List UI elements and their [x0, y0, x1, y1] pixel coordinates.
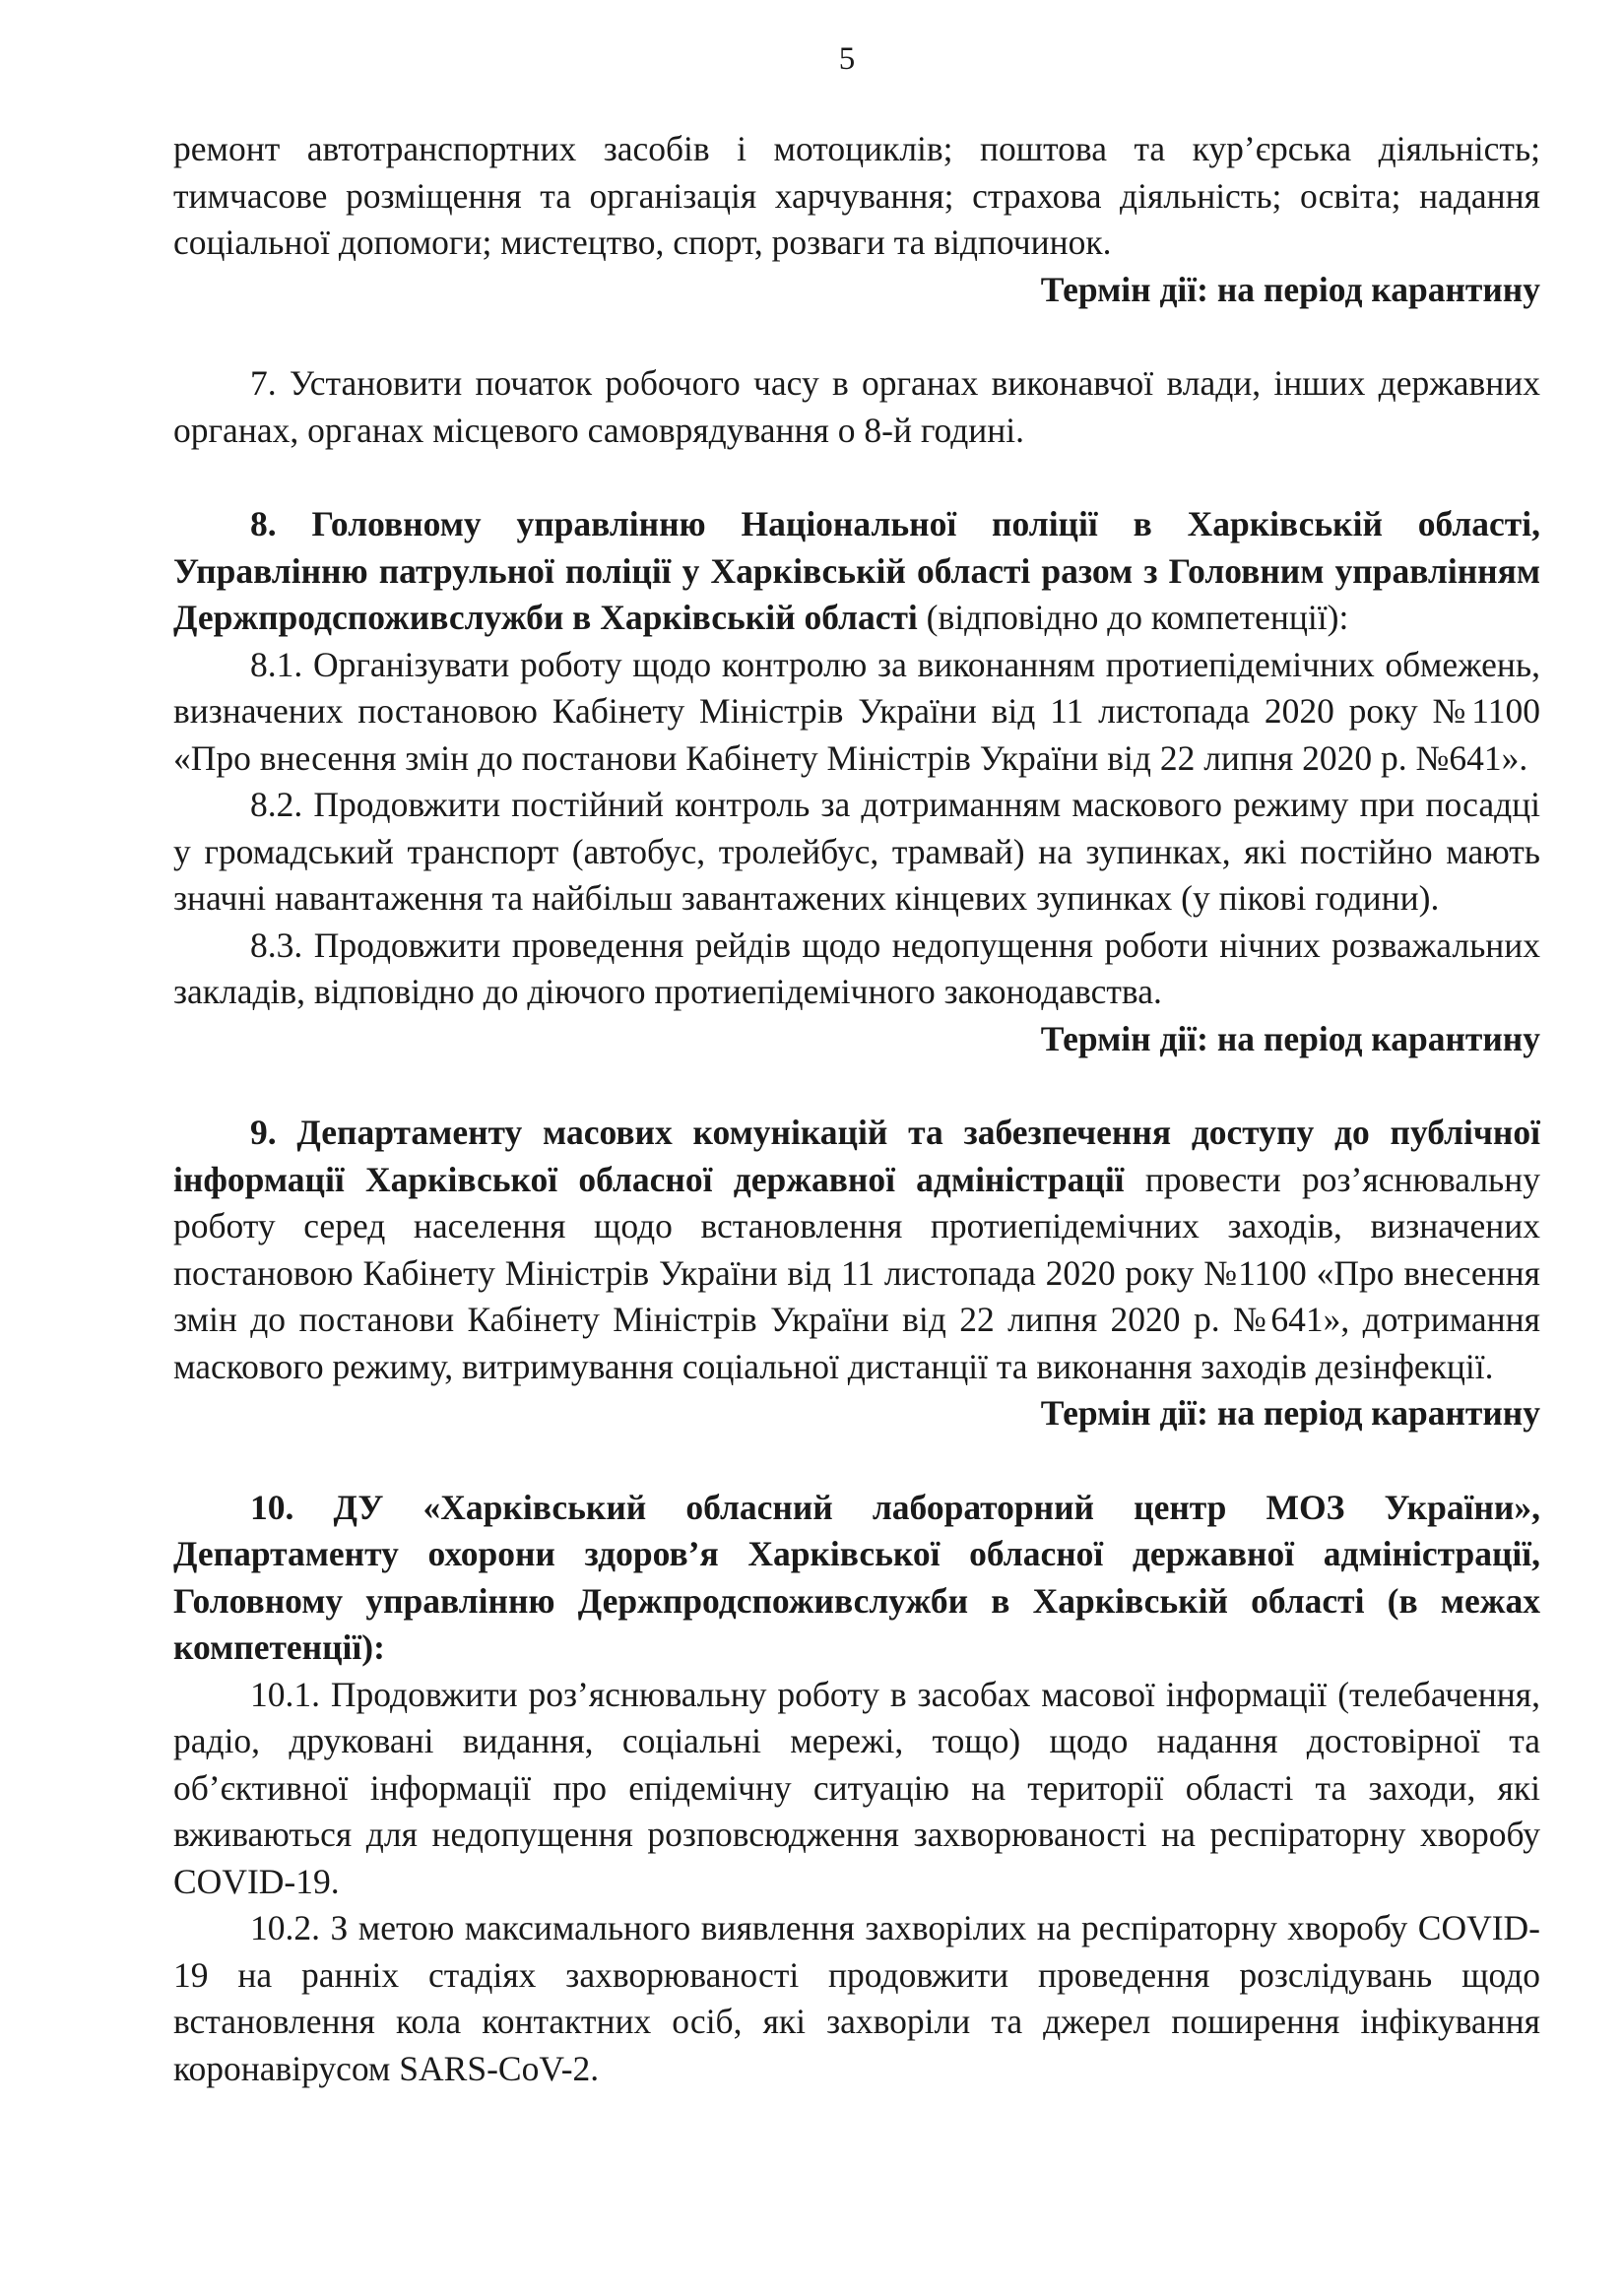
- term-line-2: Термін дії: на період карантину: [1040, 1018, 1540, 1058]
- item-7: 7. Установити початок робочого часу в органах виконавчої влади, інших державних органах, органах місцевого самоврядування о 8-й годині.: [173, 363, 1540, 450]
- item-9-heading-bold: 9. Департаменту масових комунікацій та забезпечення доступу до публічної інформації Харківської обласної державної адміністрації: [173, 1113, 1540, 1199]
- spacer: [173, 454, 1540, 501]
- item-10-2: 10.2. З метою максимального виявлення захворілих на респіраторну хворобу COVID-19 на ранніх стадіях захворюваності продовжити проведення розслідувань щодо встановлення кола контактних осіб, які захворіли та джерел поширення інфікування коронавірусом SARS-CoV-2.: [173, 1908, 1540, 2088]
- item-8-3: 8.3. Продовжити проведення рейдів щодо недопущення роботи нічних розважальних закладів, відповідно до діючого протиепідемічного законодавства.: [173, 925, 1540, 1011]
- page-number: 5: [838, 41, 856, 77]
- spacer: [173, 1062, 1540, 1110]
- document-body: [173, 126, 1540, 2092]
- item-8-1: 8.1. Організувати роботу щодо контролю за виконанням протиепідемічних обмежень, визначених постановою Кабінету Міністрів України від 11 листопада 2020 року №1100 «Про внесення змін до постанови Кабінету Міністрів України від 22 липня 2020 р. №641».: [173, 644, 1540, 778]
- item-8-heading-bold: 8. Головному управлінню Національної поліції в Харківській області, Управлінню патрульної поліції у Харківській області разом з Головним управлінням Держпродспоживслужби в Харківській області: [173, 504, 1540, 637]
- spacer: [173, 313, 1540, 360]
- term-line-3: Термін дії: на період карантину: [1040, 1393, 1540, 1433]
- item-8-heading-rest: (відповідно до компетенції):: [917, 598, 1349, 637]
- item-10-heading: 10. ДУ «Харківський обласний лабораторний центр МОЗ України», Департаменту охорони здоров’я Харківської обласної державної адміністрації, Головному управлінню Держпродспоживслужби в Харківській області (в межах компетенції):: [173, 1487, 1540, 1667]
- item-10-1: 10.1. Продовжити роз’яснювальну роботу в засобах масової інформації (телебачення, радіо, друковані видання, соціальні мережі, тощо) щодо надання достовірної та об’єктивної інформації про епідемічну ситуацію на території області та заходи, які вживаються для недопущення розповсюдження захворюваності на респіраторну хворобу COVID-19.: [173, 1674, 1540, 1901]
- spacer: [173, 1437, 1540, 1485]
- item-9: [173, 1110, 1540, 1390]
- item-8-heading: [173, 501, 1540, 642]
- item-8-2: 8.2. Продовжити постійний контроль за дотриманням маскового режиму при посадці у громадський транспорт (автобус, тролейбус, трамвай) на зупинках, які постійно мають значні навантаження та найбільш завантажених кінцевих зупинках (у пікові години).: [173, 785, 1540, 918]
- intro-paragraph: ремонт автотранспортних засобів і мотоциклів; поштова та кур’єрська діяльність; тимчасове розміщення та організація харчування; страхова діяльність; освіта; надання соціальної допомоги; мистецтво, спорт, розваги та відпочинок.: [173, 129, 1540, 262]
- item-9-heading-rest: провести роз’яснювальну роботу серед населення щодо встановлення протиепідемічних заходів, визначених постановою Кабінету Міністрів України від 11 листопада 2020 року №1100 «Про внесення змін до постанови Кабінету Міністрів України від 22 липня 2020 р. №641», дотримання маскового режиму, витримування соціальної дистанції та виконання заходів дезінфекції.: [173, 1159, 1540, 1386]
- term-line-1: Термін дії: на період карантину: [1040, 269, 1540, 309]
